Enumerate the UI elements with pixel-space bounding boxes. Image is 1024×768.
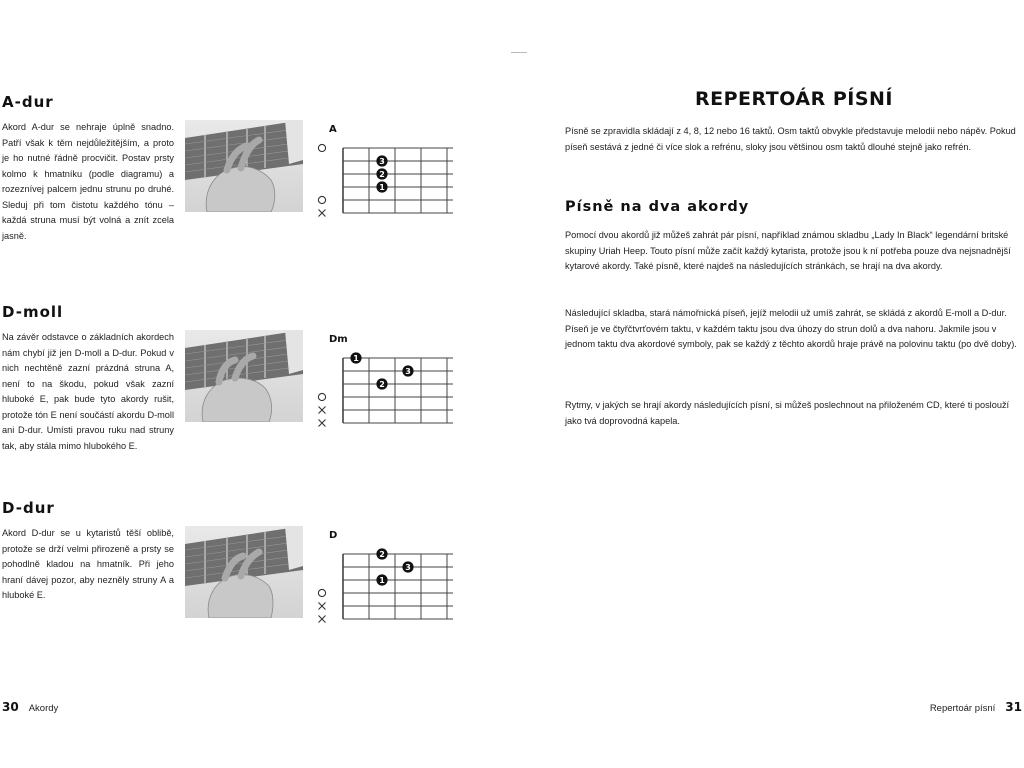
finger-dot: [376, 378, 387, 389]
finger-dot: [350, 352, 361, 363]
open-string-marker: [318, 589, 325, 596]
fretboard: [313, 138, 453, 218]
finger-dot: [402, 365, 413, 376]
section-title-d-moll: D-moll: [2, 303, 64, 321]
footer-label: Repertoár písní: [929, 703, 996, 714]
finger-dot: [376, 181, 387, 192]
hand-photo-d-dur: [185, 526, 303, 618]
finger-number: 3: [379, 156, 385, 166]
finger-dot: [376, 574, 387, 585]
section-body-a-dur: Akord A-dur se nehraje úplně snadno. Patří však k těm nejdůležitějším, a proto je ho nutné řádně procvičit. Postav prsty kolmo k hmatníku (podle diagramu) a rozeznívej palcem jednu strunu po druhé. Sleduj při tom čistotu každého tónu – každá struna musí být volná a znít zcela jasně.: [2, 122, 174, 241]
muted-string-marker: [319, 603, 326, 610]
page-number: 31: [1005, 700, 1022, 714]
muted-string-marker: [319, 616, 326, 623]
fretboard: [313, 348, 453, 428]
section-body-d-dur: Akord D-dur se u kytaristů těší oblibě, protože se drží velmi přirozeně a prsty se pohodlně kladou na hmatník. Při jeho hraní dávej pozor, aby nezněly struny A a hluboké E.: [2, 528, 174, 600]
finger-number: 2: [379, 549, 385, 559]
open-string-marker: [318, 196, 325, 203]
finger-number: 1: [379, 182, 385, 192]
chord-name: D: [329, 530, 338, 541]
finger-number: 1: [353, 353, 359, 363]
hand-photo-d-moll: [185, 330, 303, 422]
page-title: REPERTOÁR PÍSNÍ: [695, 88, 893, 110]
muted-string-marker: [319, 420, 326, 427]
muted-string-marker: [319, 407, 326, 414]
open-string-marker: [318, 144, 325, 151]
gutter-mark: [511, 52, 527, 53]
right-page-footer: [930, 700, 1022, 714]
finger-number: 2: [379, 379, 385, 389]
paragraph-lady-in-black: Pomocí dvou akordů již můžeš zahrát pár písní, například známou skladbu „Lady In Black“ legendární britské skupiny Uriah Heep. Touto písní může začít každý kytarista, protože jsou k ní potřeba pouze dva nejsnadnější kytarové akordy. Také písně, které najdeš na následujících stránkách, se hrají na dva akordy.: [565, 230, 1011, 271]
finger-number: 2: [379, 169, 385, 179]
left-page-footer: [2, 700, 58, 714]
paragraph-rhythms-cd: Rytmy, v jakých se hrají akordy následujících písní, si můžeš poslechnout na přiloženém CD, které ti poslouží jako tvá doprovodná kapela.: [565, 400, 1010, 426]
chord-name: A: [329, 124, 337, 135]
finger-dot: [376, 548, 387, 559]
paragraph-sea-song: Následující skladba, stará námořnická píseň, jejíž melodii už umíš zahrát, se skládá z akordů E-moll a D-dur. Píseň je ve čtyřčtvrťovém taktu, v každém taktu jsou dva úhozy do strun dolů a dva nahoru. Jakmile jsou v jednom taktu dva akordové symboly, pak se každý z těchto akordů hraje právě na polovinu taktu (po dvě doby).: [565, 308, 1017, 349]
hand-photo-a-dur: [185, 120, 303, 212]
chord-diagram-d: [313, 530, 453, 640]
chord-name: Dm: [329, 334, 348, 345]
finger-number: 1: [379, 575, 385, 585]
finger-number: 3: [405, 562, 411, 572]
intro-paragraph: Písně se zpravidla skládají z 4, 8, 12 nebo 16 taktů. Osm taktů obvykle představuje melodii nebo nápěv. Pokud píseň sestává z jedné či více slok a refrénu, sloky jsou většinou osm taktů dlouhé stejně jako refrén.: [565, 126, 1016, 152]
section-title-d-dur: D-dur: [2, 499, 55, 517]
finger-dot: [402, 561, 413, 572]
chord-diagram-dm: [313, 334, 453, 444]
chord-diagram-a: [313, 124, 453, 234]
page-number: 30: [2, 700, 19, 714]
fretboard: [313, 544, 453, 624]
footer-label: Akordy: [28, 703, 59, 714]
section-body-d-moll: Na závěr odstavce o základních akordech nám chybí již jen D-moll a D-dur. Pokud v nich nechtěně zazní prázdná struna A, není to na škodu, pokud však zazní hluboké E, pak bude tyto akordy rušit, protože tón E není součástí akordu D-moll ani D-dur. Umísti pravou ruku nad struny tak, aby stála mimo hlubokého E.: [2, 332, 174, 451]
open-string-marker: [318, 393, 325, 400]
section-title-two-chords: Písně na dva akordy: [565, 199, 750, 215]
muted-string-marker: [319, 210, 326, 217]
finger-dot: [376, 168, 387, 179]
finger-dot: [376, 155, 387, 166]
section-title-a-dur: A-dur: [2, 93, 54, 111]
finger-number: 3: [405, 366, 411, 376]
